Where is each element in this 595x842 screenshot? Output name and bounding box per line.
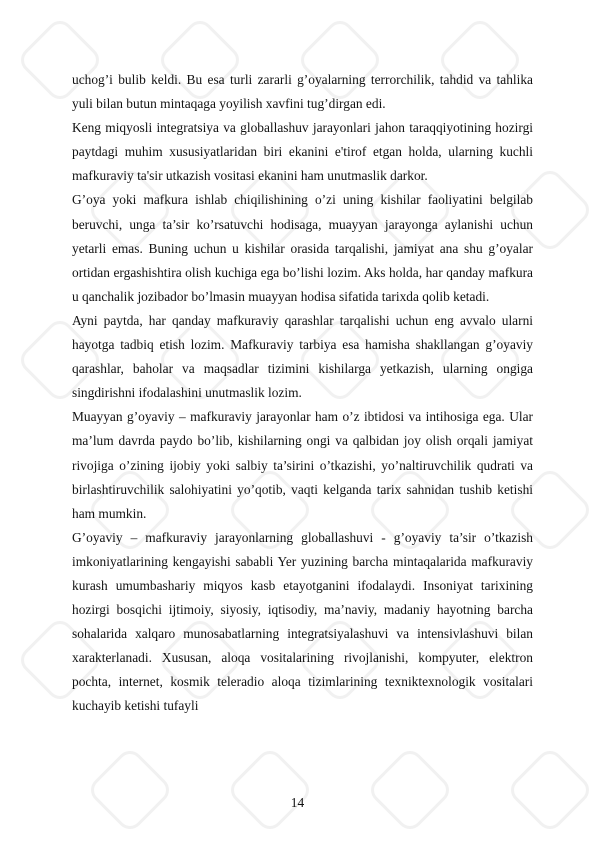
paragraph-4: Ayni paytda, har qanday mafkuraviy qarashlar tarqalishi uchun eng avvalo ularni hayotga tadbiq etish lozim. Mafkuraviy tarbiya esa hamisha shakllangan g’oyaviy qarashlar, baholar va maqsadlar tizimini kishilarga yetkazish, ularning ongiga singdirishni ifodalashini unutmaslik lozim. — [72, 312, 533, 401]
paragraph-6: G’oyaviy – mafkuraviy jarayonlarning globallashuvi - g’oyaviy ta’sir o’tkazish imkoniyatlarining kengayishi sababli Yer yuzining barcha mintaqalarida mafkuraviy kurash umumbashariy miqyos kasb etayotganini ifodalaydi. Insoniyat tarixining hozirgi bosqichi ijtimoiy, siyosiy, iqtisodiy, ma’naviy, madaniy hayotning barcha sohalarida xalqaro munosabatlarning integratsiyalashuvi va intensivlashuvi bilan xarakterlanadi. Xususan, aloqa vositalarining rivojlanishi, kompyuter, elektron pochta, internet, kosmik teleradio aloqa tizimlarining texniktexnologik vositalari kuchayib ketishi tufayli — [72, 529, 533, 714]
paragraph-2: Keng miqyosli integratsiya va globallashuv jarayonlari jahon taraqqiyotining hozirgi paytdagi muhim xususiyatlaridan biri ekanini e'tirof etgan holda, ularning kuchli mafkuraviy ta'sir utkazish vositasi ekanini ham unutmaslik darkor. — [72, 120, 533, 184]
paragraph-1: uchog’i bulib keldi. Bu esa turli zararli g’oyalarning terrorchilik, tahdid va tahlika yuli bilan butun mintaqaga yoyilish xavfini tug’dirgan edi. — [72, 72, 533, 112]
page-body — [72, 68, 533, 719]
paragraph-5: Muayyan g’oyaviy – mafkuraviy jarayonlar ham o’z ibtidosi va intihosiga ega. Ular ma’lum davrda paydo bo’lib, kishilarning ongi va qalbidan joy olish orqali jamiyat rivojiga o’zining ijobiy yoki salbiy ta’sirini o’tkazishi, yo’naltiruvchilik qudrati va birlashtiruvchilik salohiyatini yo’qotib, vaqti kelganda tarix sahnidan tushib ketishi ham mumkin. — [72, 409, 533, 521]
paragraph-3: G’oya yoki mafkura ishlab chiqilishining o’zi uning kishilar faoliyatini belgilab beruvchi, unga ta’sir ko’rsatuvchi hodisaga, muayyan jarayonga aylanishi uchun yetarli emas. Buning uchun u kishilar orasida tarqalishi, jamiyat ana shu g’oyalar ortidan ergashishtira olish kuchiga ega bo’lishi lozim. Aks holda, har qanday mafkura u qanchalik jozibador bo’lmasin muayyan hodisa sifatida tarixda qolib ketadi. — [72, 192, 533, 304]
page-number: 14 — [290, 795, 305, 810]
